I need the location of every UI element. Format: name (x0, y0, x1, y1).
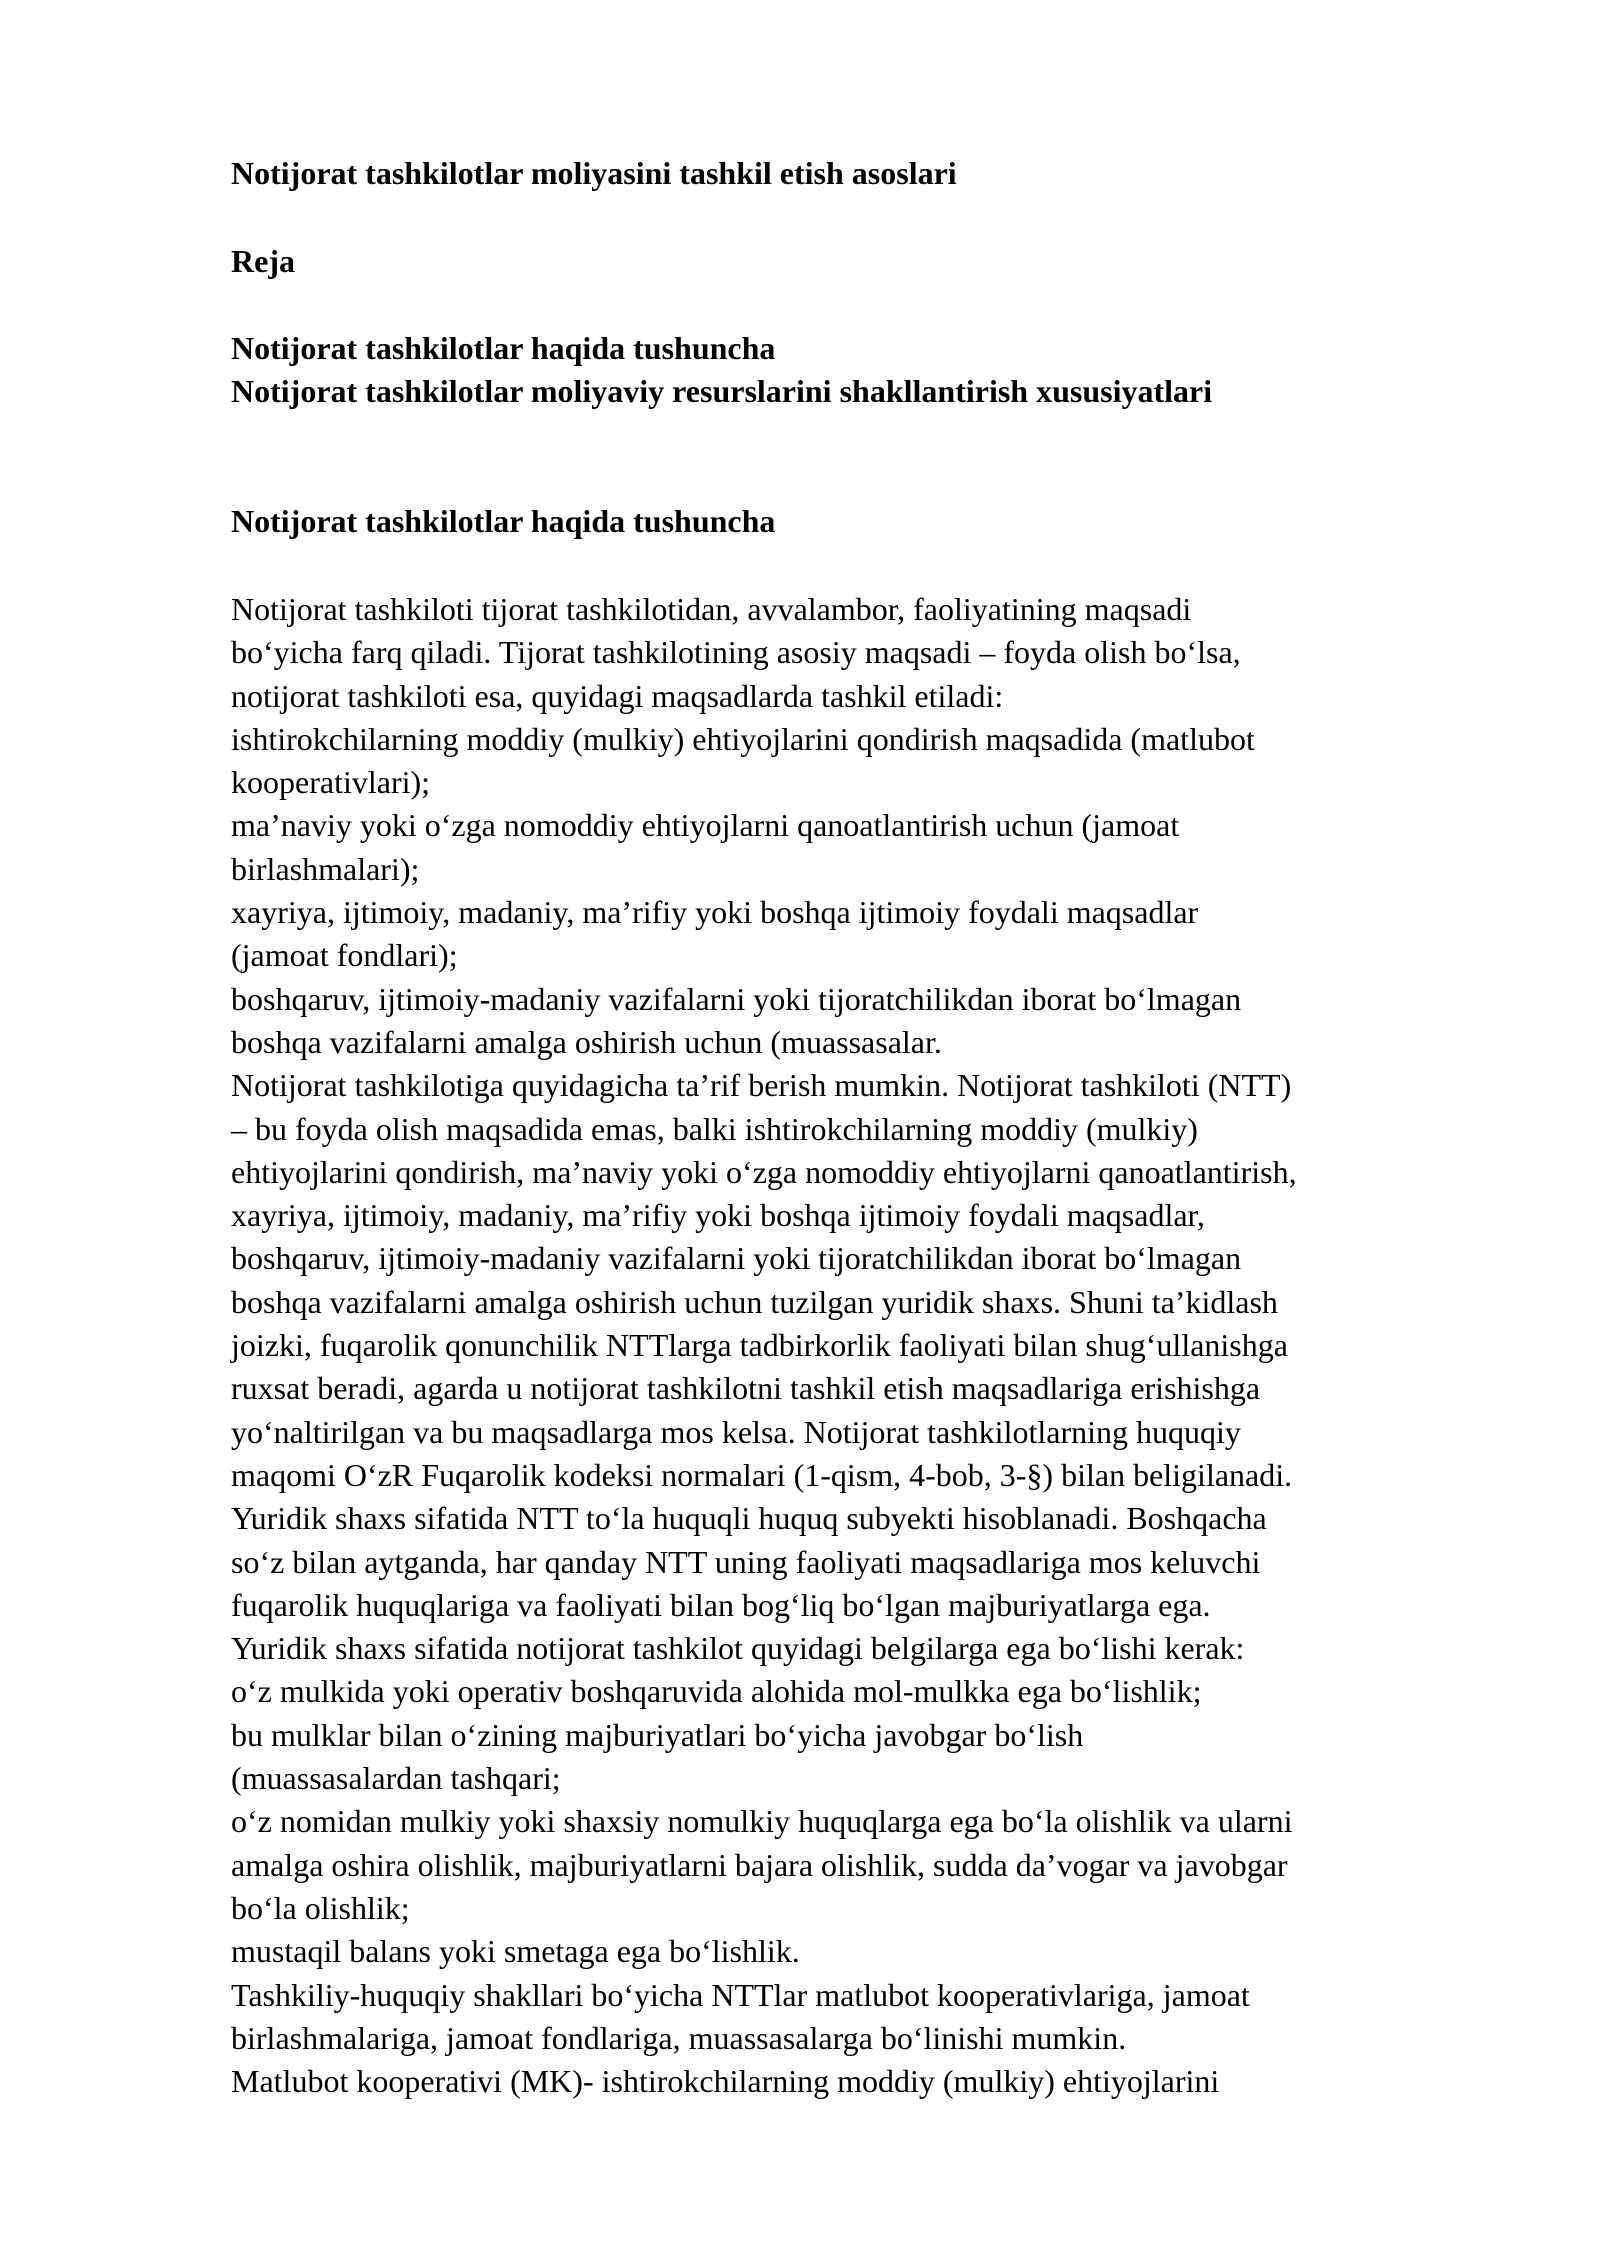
text-line: Yuridik shaxs sifatida NTT to‘la huquqli huquq subyekti hisoblanadi. Boshqacha (231, 1500, 1267, 1537)
text-line: birlashmalari); (231, 850, 420, 887)
text-line: Notijorat tashkilotiga quyidagicha ta’rif berish mumkin. Notijorat tashkiloti (NTT) (231, 1067, 1292, 1104)
text-line: mustaqil balans yoki smetaga ega bo‘lishlik. (231, 1933, 800, 1970)
text-line: (jamoat fondlari); (231, 937, 458, 974)
text-line: bo‘la olishlik; (231, 1889, 410, 1926)
text-line: boshqa vazifalarni amalga oshirish uchun tuzilgan yuridik shaxs. Shuni ta’kidlash (231, 1283, 1278, 1320)
document-title: Notijorat tashkilotlar moliyasini tashkil etish asoslari (231, 155, 957, 191)
text-line: xayriya, ijtimoiy, madaniy, ma’rifiy yoki boshqa ijtimoiy foydali maqsadlar (231, 894, 1199, 931)
text-line: ma’naviy yoki o‘zga nomoddiy ehtiyojlarni qanoatlantirish uchun (jamoat (231, 807, 1180, 844)
text-line: amalga oshira olishlik, majburiyatlarni bajara olishlik, sudda da’vogar va javobgar (231, 1846, 1288, 1883)
text-line: bo‘yicha farq qiladi. Tijorat tashkilotining asosiy maqsadi – foyda olish bo‘lsa, (231, 634, 1241, 671)
text-line: o‘z nomidan mulkiy yoki shaxsiy nomulkiy huquqlarga ega bo‘la olishlik va ularni (231, 1803, 1293, 1840)
text-line: maqomi O‘zR Fuqarolik kodeksi normalari (1-qism, 4-bob, 3-§) bilan beligilanadi. (231, 1456, 1293, 1493)
text-line: so‘z bilan aytganda, har qanday NTT uning faoliyati maqsadlariga mos keluvchi (231, 1543, 1261, 1580)
text-line: joizki, fuqarolik qonunchilik NTTlarga tadbirkorlik faoliyati bilan shug‘ullanishga (231, 1327, 1288, 1364)
text-line: ehtiyojlarini qondirish, ma’naviy yoki o‘zga nomoddiy ehtiyojlarni qanoatlantirish, (231, 1153, 1297, 1190)
text-line: Matlubot kooperativi (MK)- ishtirokchilarning moddiy (mulkiy) ehtiyojlarini (231, 2063, 1220, 2100)
text-line: – bu foyda olish maqsadida emas, balki ishtirokchilarning moddiy (mulkiy) (231, 1110, 1198, 1147)
text-line: ruxsat beradi, agarda u notijorat tashkilotni tashkil etish maqsadlariga erishishga (231, 1370, 1261, 1407)
body-text (231, 588, 1531, 2103)
text-line: birlashmalariga, jamoat fondlariga, muassasalarga bo‘linishi mumkin. (231, 2019, 1127, 2056)
text-line: Notijorat tashkiloti tijorat tashkilotidan, avvalambor, faoliyatining maqsadi (231, 591, 1192, 627)
text-line: notijorat tashkiloti esa, quyidagi maqsadlarda tashkil etiladi: (231, 677, 1004, 714)
text-line: xayriya, ijtimoiy, madaniy, ma’rifiy yoki boshqa ijtimoiy foydali maqsadlar, (231, 1197, 1205, 1234)
text-line: fuqarolik huquqlariga va faoliyati bilan bog‘liq bo‘lgan majburiyatlarga ega. (231, 1586, 1211, 1623)
plan-list (231, 327, 1212, 413)
text-line: bu mulklar bilan o‘zining majburiyatlari bo‘yicha javobgar bo‘lish (231, 1716, 1084, 1753)
text-line: yo‘naltirilgan va bu maqsadlarga mos kelsa. Notijorat tashkilotlarning huquqiy (231, 1413, 1241, 1450)
text-line: kooperativlari); (231, 764, 431, 801)
text-line: Tashkiliy-huquqiy shakllari bo‘yicha NTTlar matlubot kooperativlariga, jamoat (231, 1976, 1250, 2013)
text-line: o‘z mulkida yoki operativ boshqaruvida alohida mol-mulkka ega bo‘lishlik; (231, 1673, 1202, 1710)
text-line: boshqa vazifalarni amalga oshirish uchun (muassasalar. (231, 1023, 942, 1060)
text-line: boshqaruv, ijtimoiy-madaniy vazifalarni yoki tijoratchilikdan iborat bo‘lmagan (231, 980, 1242, 1017)
text-line: ishtirokchilarning moddiy (mulkiy) ehtiyojlarini qondirish maqsadida (matlubot (231, 720, 1255, 757)
text-line: (muassasalardan tashqari; (231, 1760, 561, 1797)
plan-item: Notijorat tashkilotlar moliyaviy resurslarini shakllantirish xususiyatlari (231, 373, 1213, 409)
text-line: Yuridik shaxs sifatida notijorat tashkilot quyidagi belgilarga ega bo‘lishi kerak: (231, 1630, 1245, 1667)
plan-item: Notijorat tashkilotlar haqida tushuncha (231, 330, 776, 366)
section-heading: Notijorat tashkilotlar haqida tushuncha (231, 503, 776, 539)
plan-heading: Reja (231, 243, 295, 279)
text-line: boshqaruv, ijtimoiy-madaniy vazifalarni yoki tijoratchilikdan iborat bo‘lmagan (231, 1240, 1242, 1277)
